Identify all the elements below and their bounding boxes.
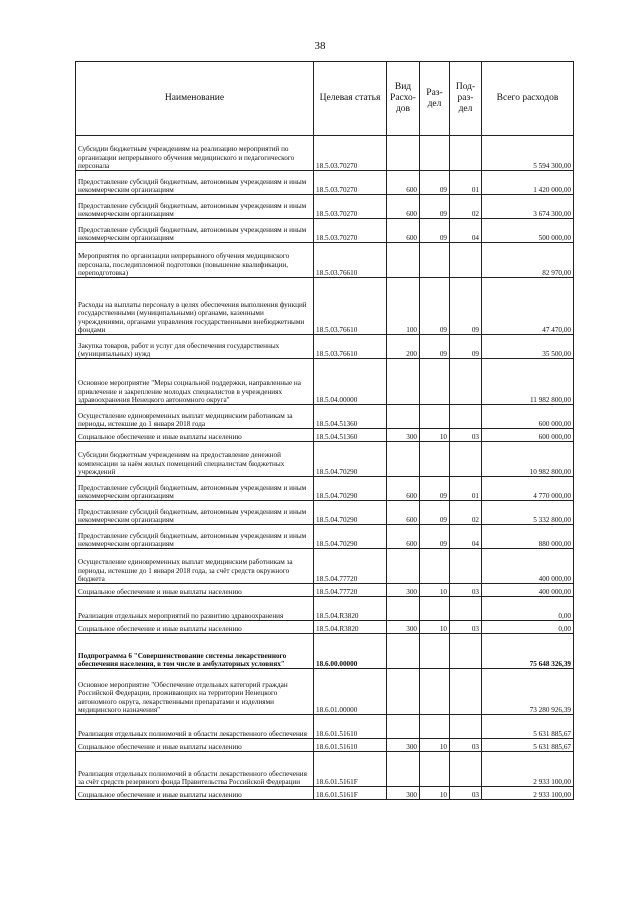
table-row xyxy=(76,136,574,171)
row-section xyxy=(420,634,450,669)
row-expense-type: 600 xyxy=(387,501,420,525)
row-total: 500 000,00 xyxy=(482,219,574,243)
table-row xyxy=(76,477,574,501)
row-total: 82 970,00 xyxy=(482,243,574,278)
row-target-article: 18.5.04.00000 xyxy=(314,359,387,405)
row-name: Субсидии бюджетным учреждениям на реализацию мероприятий по организации непрерывного обучения медицинского и педагогического персонала xyxy=(76,136,314,171)
table-row xyxy=(76,501,574,525)
table-row xyxy=(76,715,574,739)
row-subsection: 03 xyxy=(450,429,482,442)
row-total: 35 500,00 xyxy=(482,335,574,359)
row-section xyxy=(420,597,450,621)
row-name: Социальное обеспечение и иные выплаты населению xyxy=(76,584,314,597)
row-total: 600 000,00 xyxy=(482,429,574,442)
row-target-article: 18.6.01.5161F xyxy=(314,752,387,787)
row-subsection xyxy=(450,597,482,621)
row-section xyxy=(420,136,450,171)
row-expense-type xyxy=(387,669,420,715)
row-name: Субсидии бюджетным учреждениям на предоставление денежной компенсации за наём жилых помещений специалистам бюджетных учреждений xyxy=(76,442,314,477)
row-name: Социальное обеспечение и иные выплаты населению xyxy=(76,621,314,634)
row-name: Предоставление субсидий бюджетным, автономным учреждениям и иным некоммерческим организациям xyxy=(76,501,314,525)
table-row xyxy=(76,359,574,405)
table-row xyxy=(76,752,574,787)
row-expense-type xyxy=(387,549,420,584)
row-section: 10 xyxy=(420,739,450,752)
row-name: Социальное обеспечение и иные выплаты населению xyxy=(76,739,314,752)
row-subsection: 09 xyxy=(450,278,482,335)
row-name: Реализация отдельных мероприятий по развитию здравоохранения xyxy=(76,597,314,621)
row-subsection xyxy=(450,634,482,669)
table-row xyxy=(76,171,574,195)
row-target-article: 18.5.04.70290 xyxy=(314,525,387,549)
row-target-article: 18.5.03.70270 xyxy=(314,195,387,219)
row-subsection: 03 xyxy=(450,584,482,597)
row-expense-type xyxy=(387,442,420,477)
row-name: Предоставление субсидий бюджетным, автономным учреждениям и иным некоммерческим организациям xyxy=(76,195,314,219)
row-target-article: 18.5.04.70290 xyxy=(314,501,387,525)
row-subsection: 03 xyxy=(450,739,482,752)
row-expense-type xyxy=(387,359,420,405)
row-total: 75 648 326,39 xyxy=(482,634,574,669)
row-name: Закупка товаров, работ и услуг для обеспечения государственных (муниципальных) нужд xyxy=(76,335,314,359)
row-name: Подпрограмма 6 "Совершенствование системы лекарственного обеспечения населения, в том числе в амбулаторных условиях" xyxy=(76,634,314,669)
row-section: 10 xyxy=(420,429,450,442)
row-target-article: 18.6.01.51610 xyxy=(314,715,387,739)
header-name: Наименование xyxy=(76,62,314,136)
row-section: 10 xyxy=(420,584,450,597)
row-total: 400 000,00 xyxy=(482,584,574,597)
table-row xyxy=(76,243,574,278)
row-subsection: 04 xyxy=(450,219,482,243)
row-target-article: 18.5.03.70270 xyxy=(314,136,387,171)
row-section xyxy=(420,243,450,278)
row-total: 1 420 000,00 xyxy=(482,171,574,195)
row-total: 47 470,00 xyxy=(482,278,574,335)
row-name: Предоставление субсидий бюджетным, автономным учреждениям и иным некоммерческим организациям xyxy=(76,525,314,549)
row-name: Осуществление единовременных выплат медицинским работникам за периоды, истекшие до 1 января 2018 года xyxy=(76,405,314,429)
table-row xyxy=(76,584,574,597)
row-expense-type: 600 xyxy=(387,477,420,501)
row-total: 5 631 885,67 xyxy=(482,715,574,739)
row-target-article: 18.5.04.51360 xyxy=(314,429,387,442)
row-expense-type: 600 xyxy=(387,171,420,195)
row-total: 2 933 100,00 xyxy=(482,752,574,787)
row-expense-type: 600 xyxy=(387,525,420,549)
row-target-article: 18.5.04.R3820 xyxy=(314,597,387,621)
row-subsection xyxy=(450,243,482,278)
row-section: 10 xyxy=(420,621,450,634)
header-expense-type: Вид Расхо-дов xyxy=(387,62,420,136)
row-target-article: 18.5.04.R3820 xyxy=(314,621,387,634)
row-total: 5 594 300,00 xyxy=(482,136,574,171)
row-section: 09 xyxy=(420,219,450,243)
row-expense-type: 200 xyxy=(387,335,420,359)
table-row xyxy=(76,195,574,219)
table-row xyxy=(76,549,574,584)
row-target-article: 18.5.04.51360 xyxy=(314,405,387,429)
row-target-article: 18.5.03.70270 xyxy=(314,219,387,243)
row-subsection: 09 xyxy=(450,335,482,359)
header-total: Всего расходов xyxy=(482,62,574,136)
row-subsection: 03 xyxy=(450,621,482,634)
row-expense-type xyxy=(387,634,420,669)
row-section xyxy=(420,549,450,584)
row-section xyxy=(420,359,450,405)
row-section: 09 xyxy=(420,501,450,525)
row-section: 10 xyxy=(420,787,450,800)
table-row xyxy=(76,669,574,715)
row-subsection xyxy=(450,752,482,787)
row-subsection: 02 xyxy=(450,195,482,219)
row-subsection xyxy=(450,405,482,429)
row-expense-type: 300 xyxy=(387,429,420,442)
page-number: 38 xyxy=(314,40,326,52)
row-section: 09 xyxy=(420,195,450,219)
row-section xyxy=(420,715,450,739)
row-section: 09 xyxy=(420,278,450,335)
row-name: Расходы на выплаты персоналу в целях обеспечения выполнения функций государственными (муниципальными) органами, казенными учреждениями, органами управления государственными внебюджетными фондами xyxy=(76,278,314,335)
row-expense-type xyxy=(387,405,420,429)
row-section xyxy=(420,405,450,429)
table-row xyxy=(76,442,574,477)
row-target-article: 18.6.01.00000 xyxy=(314,669,387,715)
row-total: 3 674 300,00 xyxy=(482,195,574,219)
row-target-article: 18.5.04.77720 xyxy=(314,549,387,584)
row-target-article: 18.6.01.51610 xyxy=(314,739,387,752)
table-row xyxy=(76,278,574,335)
row-expense-type: 600 xyxy=(387,219,420,243)
row-expense-type xyxy=(387,715,420,739)
row-section: 09 xyxy=(420,477,450,501)
row-expense-type: 100 xyxy=(387,278,420,335)
row-expense-type: 600 xyxy=(387,195,420,219)
row-section xyxy=(420,752,450,787)
row-name: Предоставление субсидий бюджетным, автономным учреждениям и иным некоммерческим организациям xyxy=(76,171,314,195)
row-target-article: 18.5.04.77720 xyxy=(314,584,387,597)
table-row xyxy=(76,621,574,634)
row-subsection xyxy=(450,669,482,715)
table-row xyxy=(76,219,574,243)
row-total: 600 000,00 xyxy=(482,405,574,429)
row-subsection xyxy=(450,136,482,171)
row-name: Социальное обеспечение и иные выплаты населению xyxy=(76,429,314,442)
row-subsection: 02 xyxy=(450,501,482,525)
row-target-article: 18.5.04.70290 xyxy=(314,477,387,501)
table-header-row xyxy=(76,62,574,136)
row-subsection: 01 xyxy=(450,171,482,195)
row-subsection xyxy=(450,359,482,405)
row-name: Социальное обеспечение и иные выплаты населению xyxy=(76,787,314,800)
header-subsection: Под-раз-дел xyxy=(450,62,482,136)
header-target-article: Целевая статья xyxy=(314,62,387,136)
row-target-article: 18.5.03.70270 xyxy=(314,171,387,195)
row-expense-type: 300 xyxy=(387,584,420,597)
row-total: 4 770 000,00 xyxy=(482,477,574,501)
row-subsection xyxy=(450,715,482,739)
row-name: Реализация отдельных полномочий в области лекарственного обеспечения xyxy=(76,715,314,739)
row-section: 09 xyxy=(420,525,450,549)
row-subsection: 01 xyxy=(450,477,482,501)
table-row xyxy=(76,429,574,442)
row-expense-type xyxy=(387,597,420,621)
row-total: 880 000,00 xyxy=(482,525,574,549)
row-total: 73 280 926,39 xyxy=(482,669,574,715)
row-name: Реализация отдельных полномочий в области лекарственного обеспечения за счёт средств резервного фонда Правительства Российской Федерации xyxy=(76,752,314,787)
row-total: 0,00 xyxy=(482,597,574,621)
row-target-article: 18.5.03.76610 xyxy=(314,335,387,359)
row-section: 09 xyxy=(420,335,450,359)
row-target-article: 18.5.04.70290 xyxy=(314,442,387,477)
row-expense-type xyxy=(387,752,420,787)
row-target-article: 18.6.00.00000 xyxy=(314,634,387,669)
row-total: 2 933 100,00 xyxy=(482,787,574,800)
row-total: 10 982 800,00 xyxy=(482,442,574,477)
row-total: 0,00 xyxy=(482,621,574,634)
table-row xyxy=(76,405,574,429)
row-section xyxy=(420,442,450,477)
row-name: Мероприятия по организации непрерывного обучения медицинского персонала, последипломной подготовки (повышение квалификации, переподготовка) xyxy=(76,243,314,278)
row-subsection: 03 xyxy=(450,787,482,800)
row-name: Осуществление единовременных выплат медицинским работникам за периоды, истекшие до 1 января 2018 года, за счёт средств окружного бюджета xyxy=(76,549,314,584)
row-subsection: 04 xyxy=(450,525,482,549)
row-target-article: 18.5.03.76610 xyxy=(314,243,387,278)
row-name: Предоставление субсидий бюджетным, автономным учреждениям и иным некоммерческим организациям xyxy=(76,477,314,501)
row-section: 09 xyxy=(420,171,450,195)
row-subsection xyxy=(450,549,482,584)
table-row xyxy=(76,787,574,800)
budget-table xyxy=(75,61,574,800)
row-expense-type xyxy=(387,136,420,171)
table-row xyxy=(76,739,574,752)
row-section xyxy=(420,669,450,715)
row-expense-type xyxy=(387,243,420,278)
row-subsection xyxy=(450,442,482,477)
row-expense-type: 300 xyxy=(387,787,420,800)
row-target-article: 18.6.01.5161F xyxy=(314,787,387,800)
table-row xyxy=(76,525,574,549)
row-name: Предоставление субсидий бюджетным, автономным учреждениям и иным некоммерческим организациям xyxy=(76,219,314,243)
row-expense-type: 300 xyxy=(387,739,420,752)
row-expense-type: 300 xyxy=(387,621,420,634)
row-name: Основное мероприятие "Меры социальной поддержки, направленные на привлечение и закрепление молодых специалистов в учреждениях здравоохранения Ненецкого автономного округа" xyxy=(76,359,314,405)
row-target-article: 18.5.03.76610 xyxy=(314,278,387,335)
table-row xyxy=(76,634,574,669)
row-total: 5 631 885,67 xyxy=(482,739,574,752)
row-total: 11 982 800,00 xyxy=(482,359,574,405)
table-row xyxy=(76,597,574,621)
row-total: 5 332 800,00 xyxy=(482,501,574,525)
row-name: Основное мероприятие "Обеспечение отдельных категорий граждан Российской Федерации, проживающих на территории Ненецкого автономного округа, лекарственными препаратами и изделиями медицинского назначения" xyxy=(76,669,314,715)
header-section: Раз-дел xyxy=(420,62,450,136)
row-total: 400 000,00 xyxy=(482,549,574,584)
table-row xyxy=(76,335,574,359)
